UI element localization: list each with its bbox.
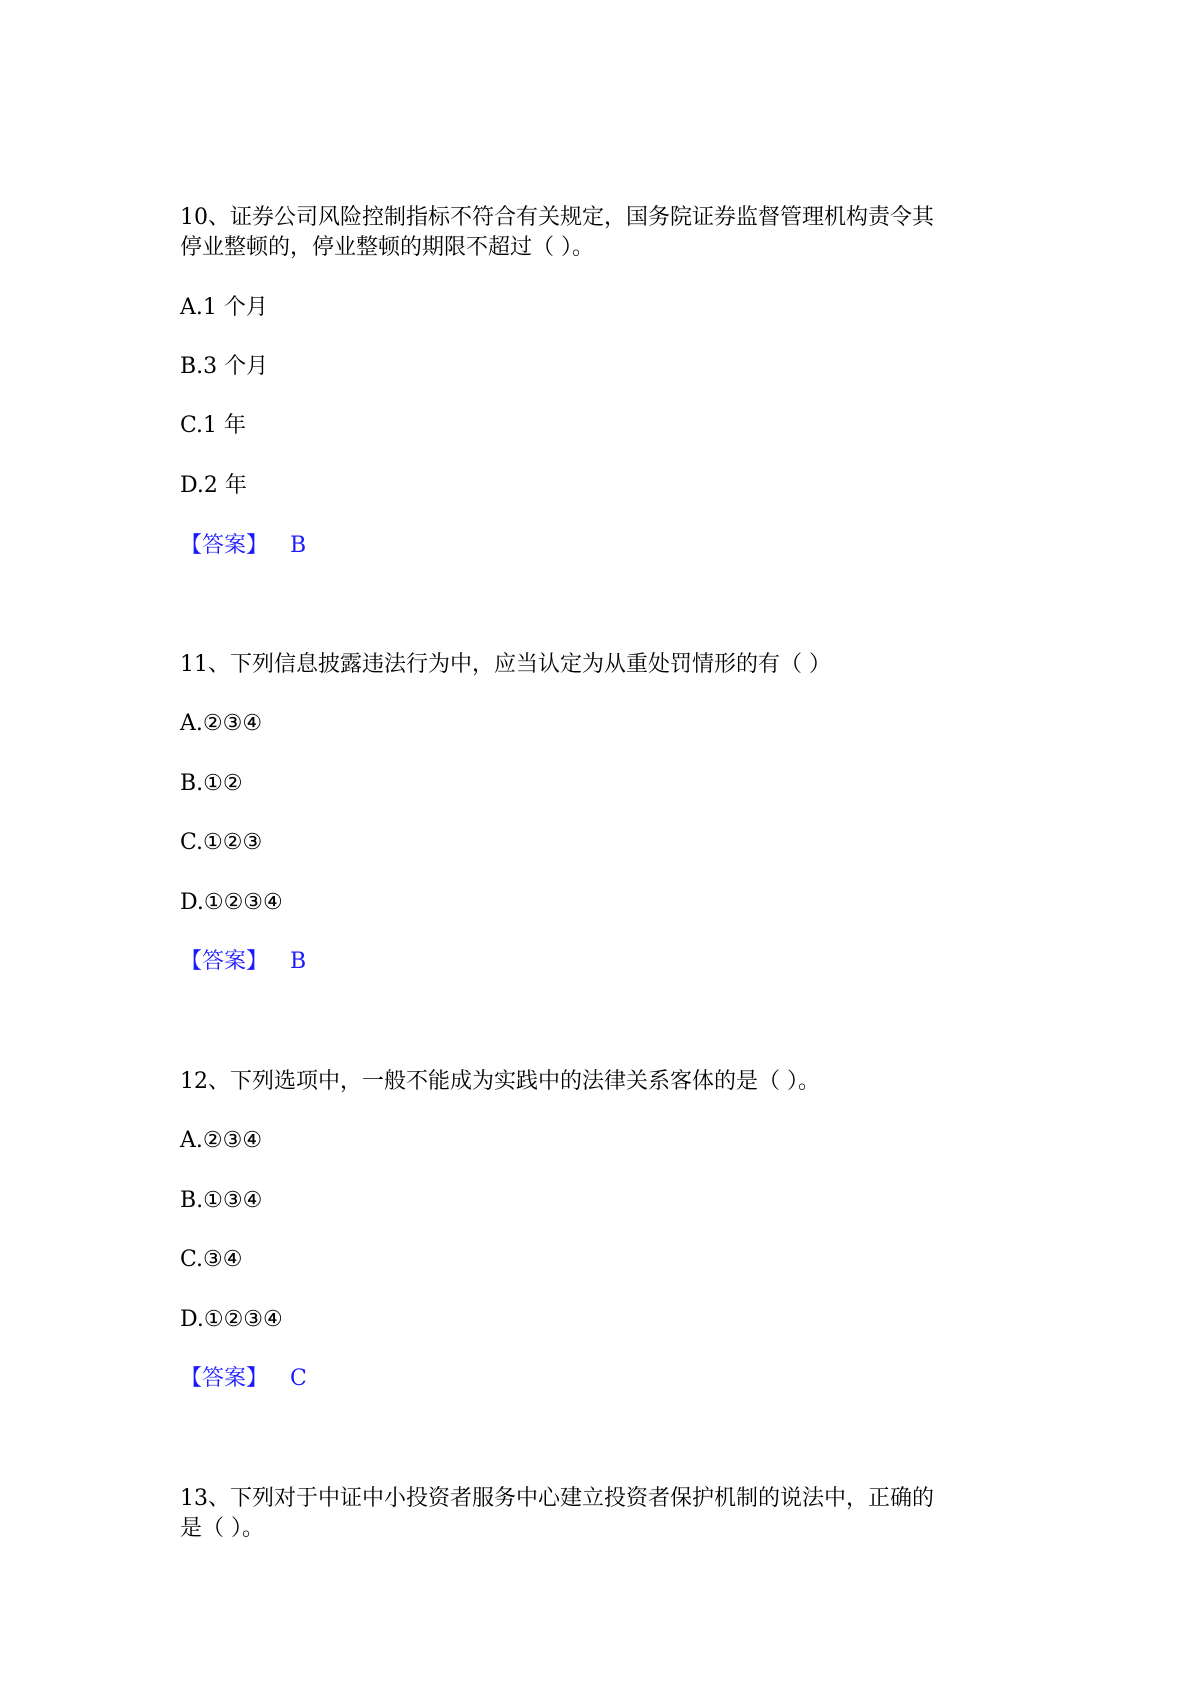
answer-label: 【答案】 [180, 533, 269, 558]
option-b: B.①② [180, 771, 243, 796]
question-stem-line: 停业整顿的，停业整顿的期限不超过（ ）。 [180, 235, 594, 260]
option-d: D.①②③④ [180, 890, 283, 915]
option-a: A.1 个月 [180, 295, 268, 320]
option-a: A.②③④ [180, 1128, 263, 1153]
option-b: B.3 个月 [180, 354, 269, 379]
answer-label: 【答案】 [180, 1366, 269, 1391]
answer-line [180, 531, 306, 561]
answer-value: B [290, 949, 307, 974]
option-c: C.③④ [180, 1247, 243, 1272]
answer-label: 【答案】 [180, 949, 269, 974]
question-stem-line: 13、下列对于中证中小投资者服务中心建立投资者保护机制的说法中，正确的 [180, 1486, 934, 1511]
option-d: D.2 年 [180, 473, 247, 498]
option-a: A.②③④ [180, 711, 263, 736]
answer-line [180, 1364, 307, 1394]
option-d: D.①②③④ [180, 1307, 283, 1332]
answer-line [180, 947, 306, 977]
answer-value: B [290, 533, 307, 558]
option-c: C.①②③ [180, 830, 263, 855]
option-c: C.1 年 [180, 413, 247, 438]
question-stem-line: 是（ ）。 [180, 1516, 264, 1541]
answer-value: C [290, 1366, 307, 1391]
question-stem-line: 11、下列信息披露违法行为中，应当认定为从重处罚情形的有（ ） [180, 652, 831, 677]
option-b: B.①③④ [180, 1188, 263, 1213]
question-stem-line: 10、证券公司风险控制指标不符合有关规定，国务院证券监督管理机构责令其 [180, 205, 934, 230]
question-stem-line: 12、下列选项中，一般不能成为实践中的法律关系客体的是（ ）。 [180, 1069, 820, 1094]
